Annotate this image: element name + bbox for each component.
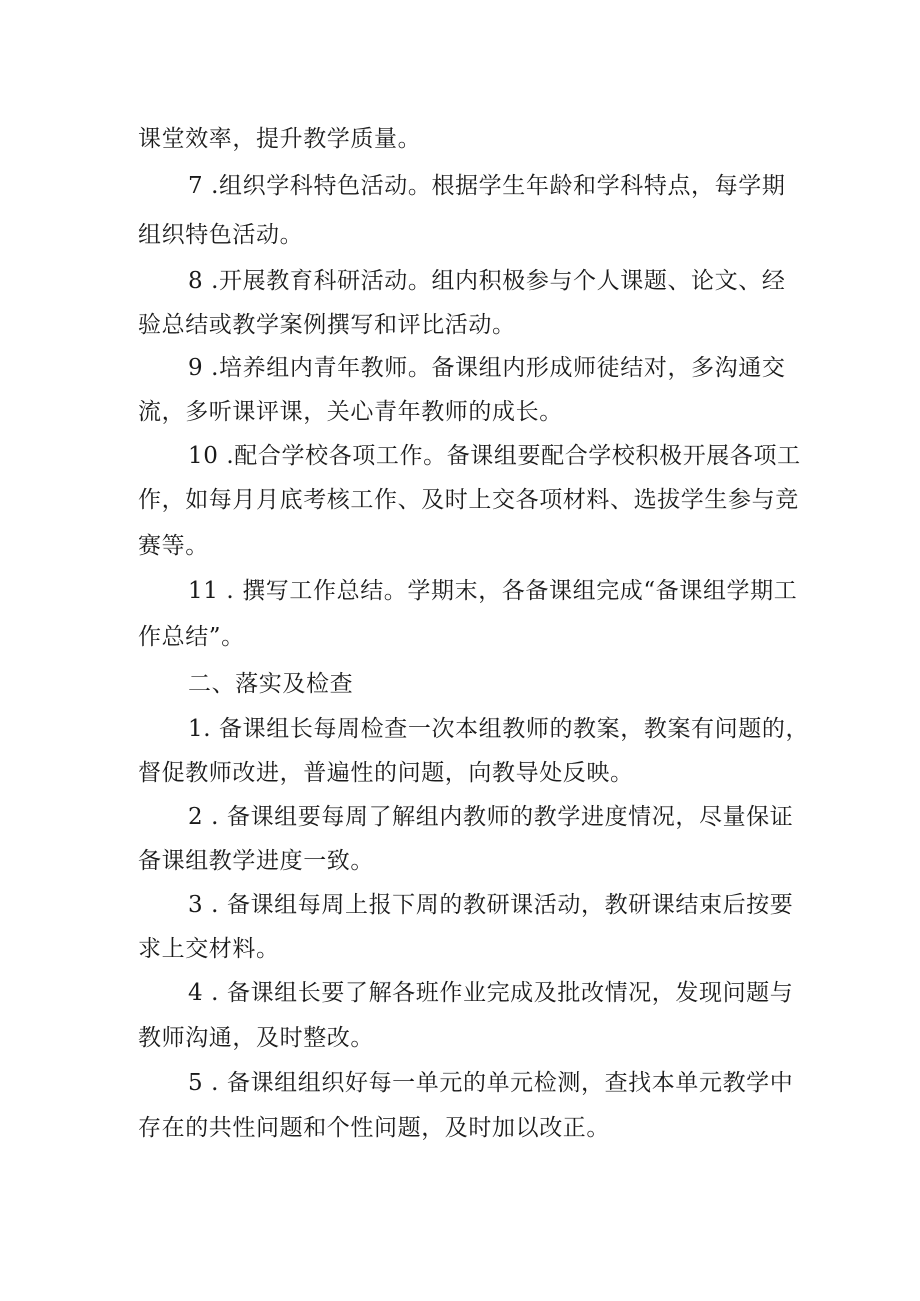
paragraph-line: 教师沟通，及时整改。: [138, 1025, 374, 1051]
paragraph-line: 10 .配合学校各项工作。备课组要配合学校积极开展各项工: [188, 443, 801, 469]
paragraph-line: 流，多听课评课，关心青年教师的成长。: [138, 399, 563, 425]
paragraph-line: 求上交材料。: [138, 936, 280, 962]
paragraph-line: 7 .组织学科特色活动。根据学生年龄和学科特点，每学期: [188, 173, 786, 199]
paragraph-line: 1. 备课组长每周检查一次本组教师的教案，教案有问题的，: [188, 716, 810, 742]
paragraph-line: 9 .培养组内青年教师。备课组内形成师徒结对，多沟通交: [188, 355, 786, 381]
paragraph-line: 3 . 备课组每周上报下周的教研课活动，教研课结束后按要: [188, 892, 794, 918]
paragraph-line: 组织特色活动。: [138, 222, 304, 248]
paragraph-line: 8 .开展教育科研活动。组内积极参与个人课题、论文、经: [188, 268, 786, 294]
paragraph-line: 验总结或教学案例撰写和评比活动。: [138, 312, 516, 338]
paragraph-line: 课堂效率，提升教学质量。: [138, 126, 422, 152]
paragraph-line: 作总结”。: [138, 624, 245, 650]
section-heading: 二、落实及检查: [188, 671, 354, 697]
paragraph-line: 2 . 备课组要每周了解组内教师的教学进度情况，尽量保证: [188, 804, 794, 830]
paragraph-line: 作，如每月月底考核工作、及时上交各项材料、选拔学生参与竞: [138, 487, 799, 513]
paragraph-line: 5 . 备课组组织好每一单元的单元检测，查找本单元教学中: [188, 1070, 794, 1096]
paragraph-line: 备课组教学进度一致。: [138, 848, 374, 874]
paragraph-line: 督促教师改进，普遍性的问题，向教导处反映。: [138, 760, 634, 786]
paragraph-line: 4 . 备课组长要了解各班作业完成及批改情况，发现问题与: [188, 980, 794, 1006]
paragraph-line: 赛等。: [138, 533, 209, 559]
paragraph-line: 存在的共性问题和个性问题，及时加以改正。: [138, 1115, 610, 1141]
paragraph-line: 11 . 撰写工作总结。学期末，各备课组完成“备课组学期工: [188, 578, 798, 604]
